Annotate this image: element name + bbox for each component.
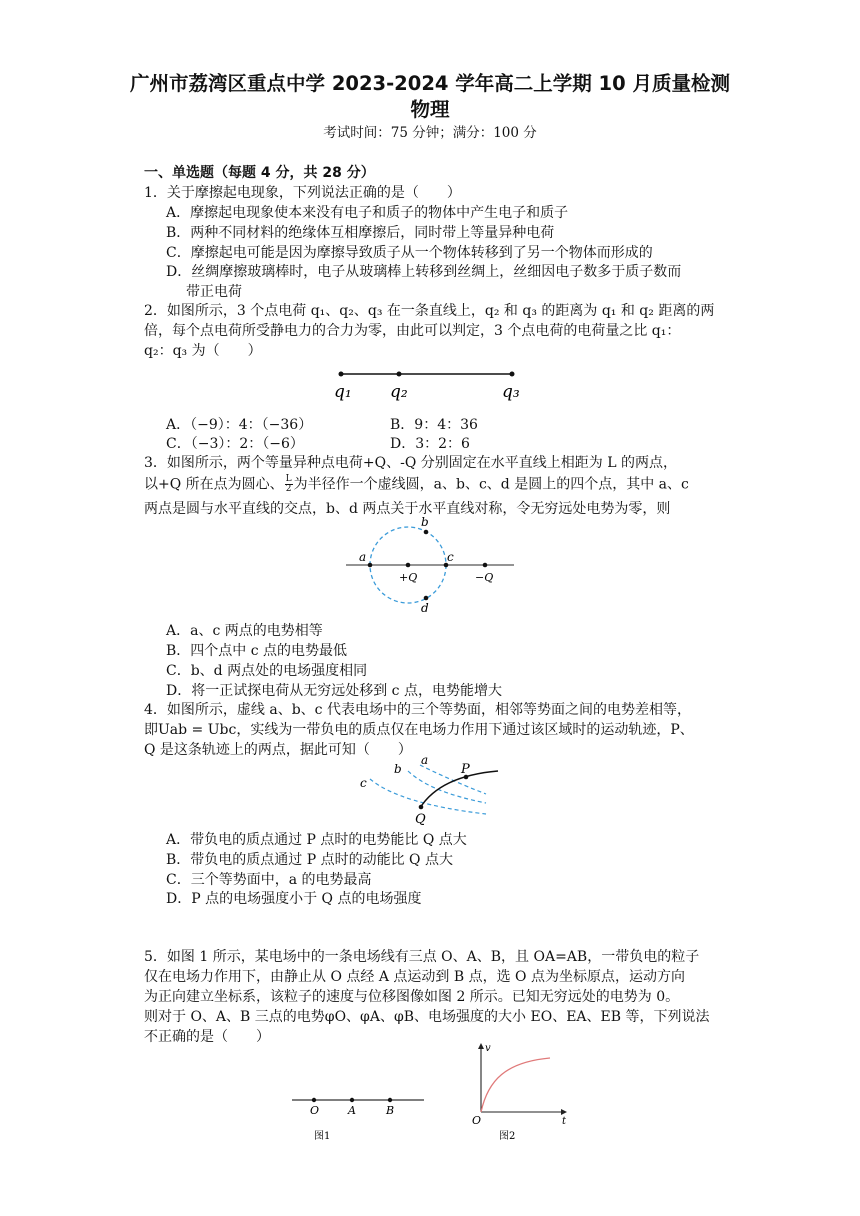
q5-stem-3: 为正向建立坐标系，该粒子的速度与位移图像如图 2 所示。已知无穷远处的电势为 0。 [144,989,680,1005]
q3-stem-3: 两点是圆与水平直线的交点，b、d 两点关于水平直线对称，令无穷远处电势为零，则 [144,501,671,517]
q3-point-plus-q [406,563,411,568]
q2-label-q1: q₁ [334,382,352,402]
q1-option-b: B．两种不同材料的绝缘体互相摩擦后，同时带上等量异种电荷 [166,225,555,241]
q4-label-a: a [421,753,429,767]
q3-point-d [424,596,429,601]
q2-option-d: D．3：2：6 [390,436,470,452]
q5-fig1-label-a: A [348,1104,356,1117]
q3-option-d: D．将一正试探电荷从无穷远处移到 c 点，电势能增大 [166,683,502,699]
q1-stem: 1．关于摩擦起电现象，下列说法正确的是（ ） [144,185,461,201]
q3-stem-2b: 为半径作一个虚线圆，a、b、c、d 是圆上的四个点，其中 a、c [293,476,689,493]
q3-stem-1: 3．如图所示，两个等量异种点电荷+Q、-Q 分别固定在水平直线上相距为 L 的两点， [144,455,677,471]
q1-option-a: A．摩擦起电现象使本来没有电子和质子的物体中产生电子和质子 [166,205,569,221]
section-heading: 一、单选题（每题 4 分，共 28 分） [144,165,375,181]
q4-label-p: P [461,762,470,777]
q5-fig2-label-v: v [485,1043,491,1054]
q5-fig2-t-arrow [561,1109,567,1115]
q4-option-a: A．带负电的质点通过 P 点时的电势能比 Q 点大 [166,832,467,848]
q2-label-q3: q₃ [502,382,520,402]
q4-stem-2: 即Uab = Ubc，实线为一带负电的质点仅在电场力作用下通过该区域时的运动轨迹，P、 [144,722,694,738]
q1-option-d-cont: 带正电荷 [186,284,242,300]
q5-fig1-point-a [350,1098,354,1102]
q3-fraction [285,475,293,494]
q2-point-q1 [339,372,344,377]
q3-option-b: B．四个点中 c 点的电势最低 [166,643,348,659]
subject-title: 物理 [410,98,450,121]
q3-stem-2a: 以+Q 所在点为圆心、 [144,476,284,493]
q3-label-minus-q: −Q [475,571,494,584]
q4-label-q: Q [415,812,426,826]
q5-fig2-caption: 图2 [499,1131,516,1142]
q4-equipotential-a [420,765,486,794]
q3-point-b [424,530,429,535]
q5-fig1-label-b: B [386,1104,395,1117]
q3-frac-num: L [285,474,292,484]
q4-figure [350,752,510,826]
q2-stem-2: 倍，每个点电荷所受静电力的合力为零，由此可以判定，3 个点电荷的电荷量之比 q₁： [144,323,681,339]
q4-stem-1: 4．如图所示，虚线 a、b、c 代表电场中的三个等势面，相邻等势面之间的电势差相等， [144,702,691,718]
q5-fig1-label-o: O [310,1104,320,1117]
q4-option-b: B．带负电的质点通过 P 点时的动能比 Q 点大 [166,852,453,868]
q4-point-q [419,805,424,810]
q3-point-minus-q [483,563,488,568]
q3-label-a: a [359,550,367,564]
q4-label-b: b [394,762,402,776]
q2-stem-3: q₂：q₃ 为（ ） [144,343,262,359]
q3-option-a: A．a、c 两点的电势相等 [166,623,323,639]
q5-stem-2: 仅在电场力作用下，由静止从 O 点经 A 点运动到 B 点，选 O 点为坐标原点，运动方向 [144,969,685,985]
q3-figure [340,514,520,618]
exam-title: 广州市荔湾区重点中学 2023-2024 学年高二上学期 10 月质量检测 [130,72,730,95]
q2-option-c: C．（−3）：2：（−6） [166,436,304,452]
q5-fig1-caption: 图1 [314,1131,331,1142]
q4-label-c: c [360,776,367,790]
q3-stem-2 [144,475,689,494]
q2-figure [320,360,540,404]
q2-option-a: A．（−9）：4：（−36） [166,417,313,433]
q3-frac-den: 2 [285,484,292,494]
q4-trajectory [420,771,498,808]
q4-stem-3: Q 是这条轨迹上的两点，据此可知（ ） [144,742,412,758]
q5-figure-2 [466,1040,576,1144]
q5-fig2-label-o: O [472,1114,482,1127]
q5-fig1-point-o [312,1098,316,1102]
q5-fig2-label-t: t [562,1116,567,1127]
q1-option-d: D．丝绸摩擦玻璃棒时，电子从玻璃棒上转移到丝绸上，丝细因电子数多于质子数而 [166,264,682,280]
q5-figure-1 [286,1084,436,1144]
q3-label-c: c [447,550,454,564]
q3-label-b: b [421,515,429,529]
q4-equipotential-b [408,771,486,803]
q3-option-c: C．b、d 两点处的电场强度相同 [166,663,368,679]
q2-point-q2 [397,372,402,377]
q2-point-q3 [510,372,515,377]
exam-info: 考试时间：75 分钟；满分：100 分 [323,125,537,141]
q2-stem-1: 2．如图所示，3 个点电荷 q₁、q₂、q₃ 在一条直线上，q₂ 和 q₃ 的距离为 q₁ 和 q₂ 距离的两 [144,303,715,319]
q3-label-plus-q: +Q [399,571,418,584]
q5-stem-4: 则对于 O、A、B 三点的电势φO、φA、φB、电场强度的大小 EO、EA、EB 等，下列说法 [144,1009,710,1025]
q5-fig2-v-arrow [478,1043,484,1049]
q5-stem-1: 5．如图 1 所示，某电场中的一条电场线有三点 O、A、B，且 OA=AB，一带负电的粒子 [144,949,700,965]
q4-option-d: D．P 点的电场强度小于 Q 点的电场强度 [166,891,422,907]
q3-label-d: d [421,601,429,615]
q4-option-c: C．三个等势面中，a 的电势最高 [166,872,372,888]
q2-label-q2: q₂ [390,382,408,402]
q5-fig1-point-b [388,1098,392,1102]
q1-option-c: C．摩擦起电可能是因为摩擦导致质子从一个物体转移到了另一个物体而形成的 [166,245,653,261]
q5-stem-5: 不正确的是（ ） [144,1029,270,1045]
q3-point-a [368,563,373,568]
q2-option-b: B．9：4：36 [390,417,478,433]
q5-fig2-curve [481,1058,550,1112]
